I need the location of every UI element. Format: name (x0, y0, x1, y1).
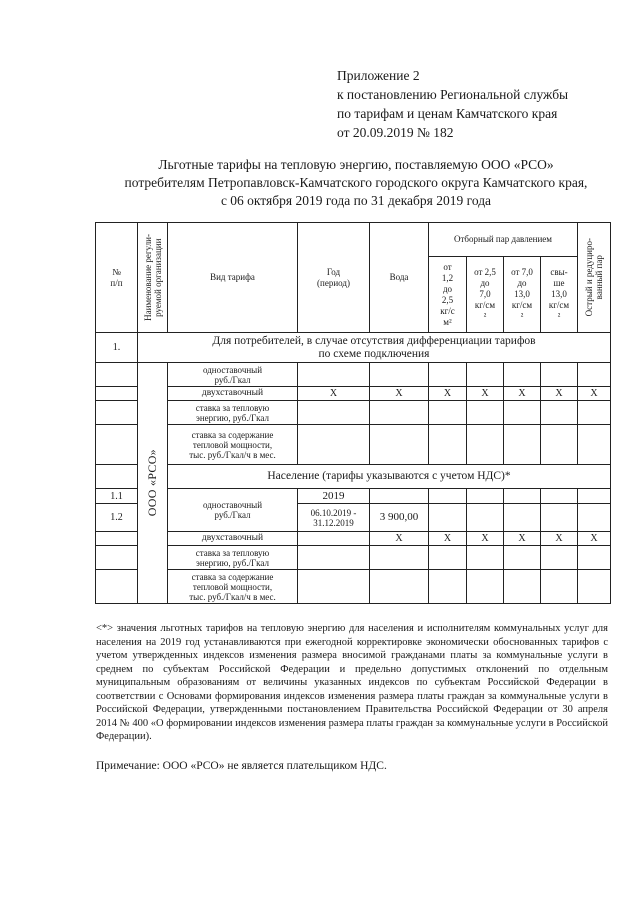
cell-empty (298, 401, 370, 425)
cell-empty (541, 570, 578, 604)
x-mark: Х (541, 532, 578, 546)
cell-empty (370, 489, 429, 504)
header-sharp-text: Острый и редуциро- ванный пар (584, 238, 604, 317)
cell-empty (298, 570, 370, 604)
cell-empty (504, 489, 541, 504)
header-steam-col: от 7,0 до 13,0 кг/см ² (504, 257, 541, 333)
appendix-line: к постановлению Региональной службы (337, 87, 569, 102)
org-name: ООО «РСО» (145, 449, 159, 517)
header-steam-group: Отборный пар давлением (429, 223, 578, 257)
x-mark: Х (467, 387, 504, 401)
tariff-label: одноставочный руб./Гкал (168, 363, 298, 387)
cell-empty (429, 425, 467, 465)
title-line: Льготные тарифы на тепловую энергию, поставляемую ООО «РСО» (158, 157, 554, 172)
cell-empty (298, 363, 370, 387)
x-mark: Х (370, 387, 429, 401)
cell-empty (541, 401, 578, 425)
appendix-line: Приложение 2 (337, 68, 420, 83)
cell-empty (541, 363, 578, 387)
title-line: потребителям Петропавловск-Камчатского городского округа Камчатского края, (124, 175, 588, 190)
cell-empty (467, 401, 504, 425)
cell-empty (96, 363, 138, 387)
cell-empty (370, 425, 429, 465)
appendix-line: по тарифам и ценам Камчатского края (337, 106, 558, 121)
cell-empty (541, 504, 578, 532)
header-num: № п/п (96, 223, 138, 333)
tariff-label: ставка за тепловую энергию, руб./Гкал (168, 546, 298, 570)
header-steam-col: свы- ше 13,0 кг/см ² (541, 257, 578, 333)
x-mark: Х (541, 387, 578, 401)
section-title: Для потребителей, в случае отсутствия дифференциации тарифов по схеме подключения (138, 333, 611, 363)
year-cell: 2019 (298, 489, 370, 504)
cell-empty (467, 546, 504, 570)
cell-empty (96, 532, 138, 546)
cell-empty (578, 425, 611, 465)
tariff-label: ставка за содержание тепловой мощности, тыс. руб./Гкал/ч в мес. (168, 425, 298, 465)
org-cell (138, 363, 168, 604)
x-mark: Х (504, 532, 541, 546)
header-sharp (578, 223, 611, 333)
section-num: 1. (96, 333, 138, 363)
cell-empty (467, 425, 504, 465)
cell-empty (429, 570, 467, 604)
cell-empty (504, 546, 541, 570)
cell-empty (429, 504, 467, 532)
x-mark: Х (467, 532, 504, 546)
x-mark: Х (429, 387, 467, 401)
header-steam-col: от 1,2 до 2,5 кг/с м² (429, 257, 467, 333)
tariffs-table (95, 222, 611, 604)
period-cell: 06.10.2019 - 31.12.2019 (298, 504, 370, 532)
population-title: Население (тарифы указываются с учетом НДС)* (168, 465, 611, 489)
x-mark: Х (578, 387, 611, 401)
cell-empty (370, 363, 429, 387)
cell-empty (578, 363, 611, 387)
x-mark: Х (504, 387, 541, 401)
row-num: 1.1 (96, 489, 138, 504)
x-mark: Х (578, 532, 611, 546)
appendix-block (337, 66, 617, 142)
cell-empty (578, 504, 611, 532)
header-tariff-type: Вид тарифа (168, 223, 298, 333)
cell-empty (504, 570, 541, 604)
cell-empty (467, 504, 504, 532)
cell-empty (96, 546, 138, 570)
cell-empty (298, 425, 370, 465)
cell-empty (467, 363, 504, 387)
cell-empty (504, 363, 541, 387)
cell-empty (370, 401, 429, 425)
row-num: 1.2 (96, 504, 138, 532)
cell-empty (541, 425, 578, 465)
cell-empty (96, 570, 138, 604)
vat-note: Примечание: ООО «РСО» не является плательщиком НДС. (96, 760, 387, 772)
cell-empty (429, 363, 467, 387)
x-mark: Х (370, 532, 429, 546)
footnote: <*> значения льготных тарифов на тепловую энергию для населения и исполнителям коммунальных услуг для населения на 2019 год устанавливаются при ежегодной корректировке экономически обоснованных тарифов с учетом утвержденных индексов изменения размера вносимой гражданами платы за коммунальные услуги в среднем по субъектам Российской Федерации и предельно допустимых отклонений по отдельным муниципальным образованиям от величины указанных индексов по субъектам Российской Федерации в соответствии с Основами формирования индексов изменения размера платы граждан за коммунальные услуги в Российской Федерации, утвержденными постановлением Правительства Российской Федерации от 30 апреля 2014 № 400 «О формировании индексов изменения размера платы граждан за коммунальные услуги в Российской Федерации). (96, 623, 608, 742)
cell-empty (578, 489, 611, 504)
cell-empty (370, 570, 429, 604)
document-title (100, 156, 612, 210)
cell-empty (467, 570, 504, 604)
cell-empty (541, 546, 578, 570)
tariff-label: двухставочный (168, 387, 298, 401)
cell-empty (429, 546, 467, 570)
header-year: Год (период) (298, 223, 370, 333)
cell-empty (541, 489, 578, 504)
cell-empty (578, 401, 611, 425)
cell-empty (298, 532, 370, 546)
water-value: 3 900,00 (370, 504, 429, 532)
header-water: Вода (370, 223, 429, 333)
header-steam-col: от 2,5 до 7,0 кг/см ² (467, 257, 504, 333)
cell-empty (429, 401, 467, 425)
title-line: с 06 октября 2019 года по 31 декабря 2019 года (220, 193, 492, 208)
x-mark: Х (298, 387, 370, 401)
cell-empty (429, 489, 467, 504)
appendix-line: от 20.09.2019 № 182 (337, 125, 454, 140)
header-org-text: Наименование регули- руемой организации (142, 234, 163, 321)
header-org (138, 223, 168, 333)
tariff-label: одноставочный руб./Гкал (168, 489, 298, 532)
cell-empty (504, 425, 541, 465)
cell-empty (504, 504, 541, 532)
tariff-label: ставка за содержание тепловой мощности, тыс. руб./Гкал/ч в мес. (168, 570, 298, 604)
cell-empty (96, 465, 138, 489)
x-mark: Х (429, 532, 467, 546)
cell-empty (578, 546, 611, 570)
cell-empty (578, 570, 611, 604)
cell-empty (370, 546, 429, 570)
cell-empty (96, 425, 138, 465)
cell-empty (298, 546, 370, 570)
tariff-label: двухставочный (168, 532, 298, 546)
cell-empty (96, 387, 138, 401)
cell-empty (467, 489, 504, 504)
cell-empty (96, 401, 138, 425)
cell-empty (504, 401, 541, 425)
tariff-label: ставка за тепловую энергию, руб./Гкал (168, 401, 298, 425)
